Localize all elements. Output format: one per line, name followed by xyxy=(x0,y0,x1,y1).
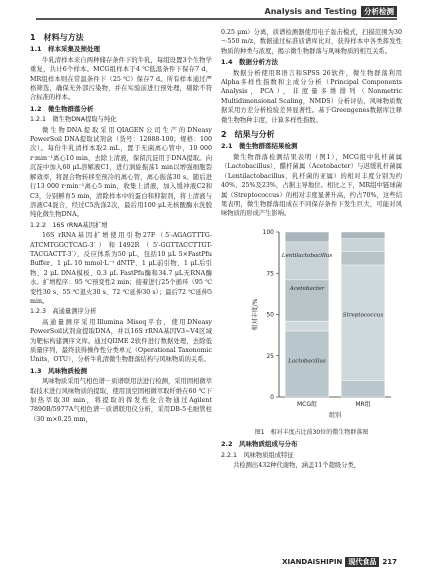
paragraph: 16S rRNA基因扩增使用引物27F（5′-AGAGTTTG-ATCMTGGCTCAG-3′）和1492R（5′-GGTTACCTTGT-TACGACTT-3′），反应体系为50 μL，包括10 μL 5×FastPfu Buffer、1 μL 10 mmol·L⁻¹ dNTP、1 μL前引物、1 μL后引物、2 μL DNA模板、0.3 μL FastPfu酶和34.7 μL无RNA酶水。扩增程序：95 ℃预变性2 min；接着进行25个循环（95 ℃变性30 s、55 ℃退火30 s、72 ℃延伸30 s）；最后72 ℃延伸5 min。 xyxy=(30,232,212,305)
right-column xyxy=(221,28,402,470)
bar-segment xyxy=(285,242,329,280)
x-tick-label: MR组 xyxy=(355,400,371,408)
bar-segment xyxy=(341,265,385,381)
subsubsection-heading: 1.2.3 高通量测序分析 xyxy=(30,308,97,316)
figure-caption: 图1 相对丰度占比前30位的微生物群落图 xyxy=(254,428,369,436)
header-rule xyxy=(36,18,397,20)
paragraph: 微生物群落检测结果表明（图1），MCG组中乳杆菌属（Lactobacillus）、醋杆菌属（Acetobacter）与迟缓乳杆菌属（Lentilactobacillus，乳杆菌的亚属）的相对丰度分别为约40%、25%及23%，占据主导地位。相比之下，MR组中链球菌属（Streptococcus）的相对丰度显著升高，约占70%，这些结果表明，微生物群落组成在不同保存条件下发生巨大，可能对风味物质的形成产生影响。 xyxy=(221,153,402,218)
paragraph: 微生物DNA提取采用QIAGEN公司生产的DNeasy PowerSoil DNA提取试剂盒（货号：12888-100；规格：100次）。每份牛乳清样本取2 mL，置于无菌离心管中，10 000 r·min⁻¹离心10 min，去除上清液，保留沉淀用于DNA提取。向沉淀中加入60 μL溶解液C1，进行涡旋振荡1 min以增强细胞裂解效率，将混合物转移至预冷的离心管，离心振荡30 s。随后进行13 000 r·min⁻¹离心5 min，收集上清液，加入缓冲液C2和C3，分别孵育5 min，清除样本中的蛋白和抑制剂，将上清液与溶液C4混合，经过C5洗涤2次，最后用100 μL无核酸酶水洗脱纯化微生物DNA。 xyxy=(30,126,212,219)
paragraph: 牛乳清样本来自两种储存条件下的牛乳，每组设置3个生物学重复，共计6个样本。MCG组样本于4 ℃低温条件下保存7 d，MR组样本则在常温条件下（25 ℃）保存7 d。所有样本通过严格筛选，确保无外部污染物，并在实验前进行预处理，剔除不符合标准的样本。 xyxy=(30,56,212,102)
y-tick-label: 50 xyxy=(266,311,274,319)
paragraph: 数据分析使用R语言和SPSS 26软件，微生物群落利用Alpha多样性指数和主成分分析（Principal Components Analysis，PCA），非度量多维排列（Nonmetric Multidimensional Scaling，NMDS）分析评估，风味物质数据采用方差分析检验差异显著性。基于Greengenes数据库注释微生物物种丰度，计算多样性指数。 xyxy=(221,69,402,124)
section-heading: 2 结果与分析 xyxy=(221,130,275,140)
subsubsection-heading: 1.2.2 16S rRNA基因扩增 xyxy=(30,221,108,229)
segment-label: Streptococcus xyxy=(342,312,384,319)
subsubsection-heading: 1.2.1 微生物DNA提取与纯化 xyxy=(30,116,117,124)
bar-segment xyxy=(341,252,385,265)
running-header xyxy=(265,6,397,17)
section-heading: 1 材料与方法 xyxy=(30,33,84,42)
subsubsection-heading: 2.2.1 风味物质组成特征 xyxy=(221,451,294,459)
segment-label: Lentilactobacillus xyxy=(281,252,333,259)
subsection-heading: 1.2 微生物群落分析 xyxy=(30,104,94,113)
journal-title-cn: 分析检测 xyxy=(361,6,397,17)
bar-segment xyxy=(285,321,329,331)
subsection-heading: 1.4 数据分析方法 xyxy=(221,58,279,67)
page-footer xyxy=(282,557,397,567)
bar-segment xyxy=(341,380,385,397)
footer-badge: 现代食品 xyxy=(345,557,379,567)
stacked-bar-chart xyxy=(221,222,402,427)
y-tick-label: 0 xyxy=(270,393,274,401)
subsection-heading: 1.3 风味物质检测 xyxy=(30,366,88,375)
paragraph: 共检测出432种代谢物，涵盖11个超级分类， xyxy=(233,461,361,469)
subsection-heading: 2.1 微生物群落结果检测 xyxy=(221,142,298,151)
left-column xyxy=(30,28,212,424)
x-axis-label: 组别 xyxy=(328,411,342,419)
y-tick-label: 25 xyxy=(266,352,274,360)
segment-label: Acetobacter xyxy=(289,285,325,292)
bar-segment xyxy=(285,232,329,242)
subsection-heading: 2.2 风味物质组成与分布 xyxy=(221,440,298,449)
y-tick-label: 100 xyxy=(262,228,274,236)
paragraph: 高通量测序采用Illumina Miseq平台，使用DNeasy PowerSoil试剂盒提取DNA，并以16S rRNA基因V3~V4区域为靶标构建测序文库。通过QIIME 2软件进行数据处理，去除低质量序列，最终获得操作性分类单元（Operational Taxonomic Units，OTU），分析牛乳清微生物群落结构与风味物质的关系。 xyxy=(30,318,212,364)
bar-segment xyxy=(341,232,385,239)
y-axis-label: 相对丰度/% xyxy=(252,298,259,331)
chart-svg xyxy=(221,222,402,427)
footer-site: XIANDAISHIPIN xyxy=(282,558,343,566)
subsection-heading: 1.1 样本采集及预处理 xyxy=(30,45,101,54)
segment-label: Lactobacillus xyxy=(288,358,326,365)
paragraph: 0.25 μm）分离，质谱检测器使用电子轰击模式，扫描范围为30～550 m/z，数据通过标准质谱库比对，获得样本中各类挥发性物质的种类与浓度，揭示微生物群落与风味物质的相互关系。 xyxy=(221,29,402,55)
journal-title-en: Analysis and Testing xyxy=(264,7,357,16)
page-number: 217 xyxy=(382,558,397,566)
x-tick-label: MCG组 xyxy=(296,400,318,408)
y-tick-label: 75 xyxy=(266,269,274,277)
paragraph: 风味物质采用气相色谱－质谱联用法进行检测，采用固相微萃取技术进行风味物质的提取，使用顶空固相微萃取纤维在60 ℃下加热萃取30 min，将提取的挥发性化合物通过Agilent 7890B/5977A气相色谱－质谱联用仪分析，采用DB-5毛细管柱（30 m×0.25 mm， xyxy=(30,378,213,423)
bar-segment xyxy=(341,238,385,251)
